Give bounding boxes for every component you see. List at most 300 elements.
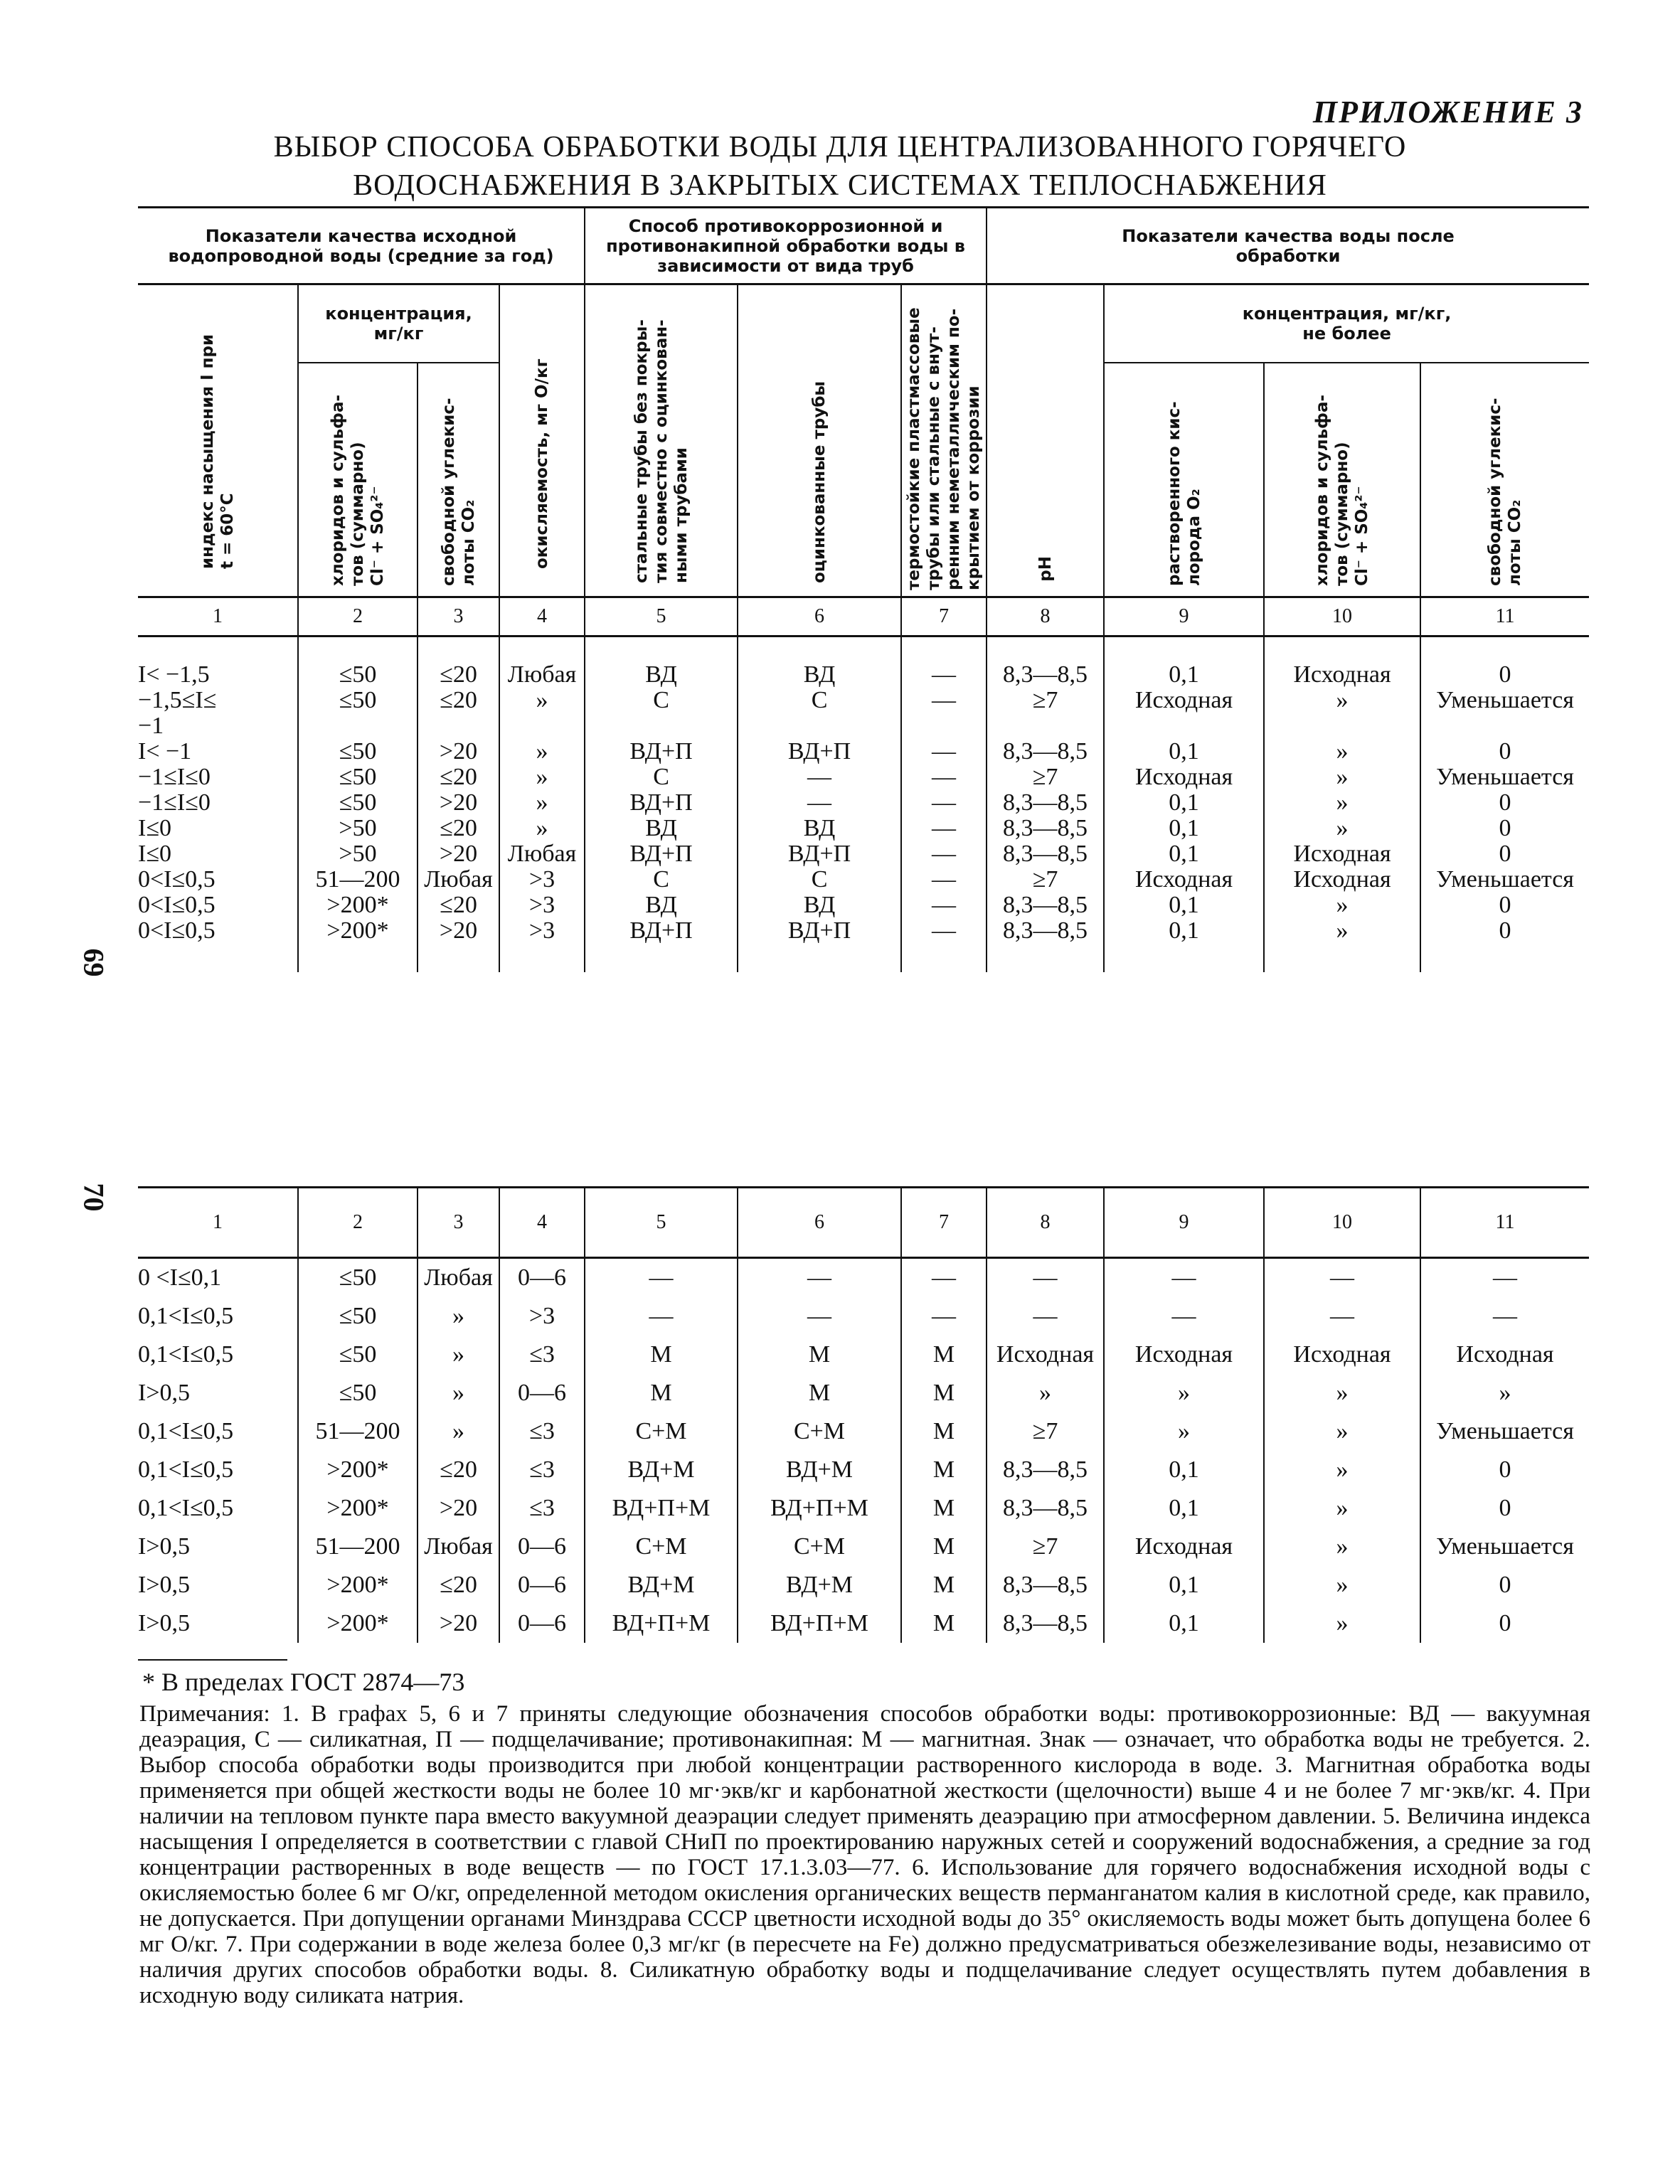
table-cell-col-4: ≤3	[499, 1451, 585, 1489]
table-cell-col-7: М	[901, 1528, 987, 1566]
appendix-label: ПРИЛОЖЕНИЕ 3	[1312, 95, 1583, 129]
header-col-7	[901, 284, 987, 597]
table-cell-col-7: —	[901, 893, 987, 918]
table-cell-col-10: »	[1264, 790, 1420, 816]
footnote-divider	[138, 1659, 287, 1661]
table-cell-col-6: М	[738, 1374, 901, 1412]
table-part-2	[138, 1186, 1589, 1643]
table-row	[138, 790, 1589, 816]
spacer-cell	[901, 636, 987, 662]
table-cell-col-2: >50	[298, 816, 418, 841]
table-cell-col-6: ВД+П+М	[738, 1489, 901, 1528]
header-col-5	[585, 284, 738, 597]
table-row	[138, 1566, 1589, 1604]
table-spacer-row	[138, 636, 1589, 662]
table-cell-col-9: 0,1	[1104, 790, 1264, 816]
table-cell-col-1: I>0,5	[138, 1610, 190, 1636]
table-cell-col-11: 0	[1420, 1566, 1589, 1604]
table-cell-col-5: ВД+М	[585, 1451, 738, 1489]
table-cell-col-4: »	[499, 739, 585, 765]
table-cell-col-4: 0—6	[499, 1604, 585, 1643]
table-cell-col-9: Исходная	[1104, 1336, 1264, 1374]
title-line-1: ВЫБОР СПОСОБА ОБРАБОТКИ ВОДЫ ДЛЯ ЦЕНТРАЛИЗОВАННОГО ГОРЯЧЕГО	[273, 131, 1407, 164]
table-cell-col-11	[1420, 713, 1589, 739]
table-cell-col-11: 0	[1420, 1451, 1589, 1489]
table-row	[138, 893, 1589, 918]
table-cell-col-1: I< −1,5	[138, 661, 210, 688]
table-cell-col-11: 0	[1420, 790, 1589, 816]
table-row	[138, 816, 1589, 841]
table-cell-col-8: —	[987, 1258, 1104, 1298]
table-cell-col-10: »	[1264, 765, 1420, 790]
header-col-6-text: оцинкованные трубы	[810, 380, 829, 583]
table-cell-col-8: Исходная	[987, 1336, 1104, 1374]
table-cell-col-3: >20	[418, 790, 499, 816]
table-cell-col-4	[499, 713, 585, 739]
table-cell-col-5: С	[585, 765, 738, 790]
table-row	[138, 765, 1589, 790]
table-cell-col-8: »	[987, 1374, 1104, 1412]
table-cell-col-3: »	[418, 1297, 499, 1336]
table-cell-col-11: 0	[1420, 816, 1589, 841]
table-cell-col-8: 8,3—8,5	[987, 739, 1104, 765]
table-row	[138, 841, 1589, 867]
table-cell-col-5: М	[585, 1336, 738, 1374]
table-cell-col-10: »	[1264, 918, 1420, 944]
table-cell-col-7: М	[901, 1374, 987, 1412]
table-cell-col-2: 51—200	[298, 1528, 418, 1566]
table-row	[138, 1489, 1589, 1528]
table-cell-col-6: ВД+М	[738, 1566, 901, 1604]
col-number: 1	[138, 597, 298, 636]
table-cell-col-9: Исходная	[1104, 867, 1264, 893]
header-group-after: Показатели качества воды после обработки	[987, 208, 1589, 284]
table-cell-col-11: Уменьшается	[1420, 765, 1589, 790]
table-cell-col-6: ВД+П+М	[738, 1604, 901, 1643]
table-cell-col-10	[1264, 713, 1420, 739]
table-cell-col-6: ВД	[738, 816, 901, 841]
table-cell-col-8: 8,3—8,5	[987, 918, 1104, 944]
col-number: 4	[499, 597, 585, 636]
table-cell-col-5	[585, 713, 738, 739]
table-cell-col-4: 0—6	[499, 1374, 585, 1412]
spacer-cell	[1420, 944, 1589, 972]
table-cell-col-4: ≤3	[499, 1336, 585, 1374]
table-cell-col-3: ≤20	[418, 816, 499, 841]
table-cell-col-3: ≤20	[418, 1566, 499, 1604]
col-number: 1	[138, 1188, 298, 1258]
table-cell-col-9: 0,1	[1104, 918, 1264, 944]
table-cell-col-5: —	[585, 1258, 738, 1298]
table-cell-col-11: Уменьшается	[1420, 1412, 1589, 1451]
table-cell-col-11: Исходная	[1420, 1336, 1589, 1374]
table-cell-col-5: ВД	[585, 893, 738, 918]
table-cell-col-7: —	[901, 918, 987, 944]
table-cell-col-2: ≤50	[298, 1336, 418, 1374]
table-cell-col-5: ВД+П	[585, 918, 738, 944]
table-cell-col-2: ≤50	[298, 790, 418, 816]
table-cell-col-8: ≥7	[987, 1528, 1104, 1566]
table-cell-col-10: »	[1264, 816, 1420, 841]
table-cell-col-10: Исходная	[1264, 1336, 1420, 1374]
table-cell-col-1: 0 <I≤0,1	[138, 1264, 222, 1291]
col-number: 3	[418, 597, 499, 636]
table-cell-col-2: ≤50	[298, 1258, 418, 1298]
table-cell-col-6: ВД	[738, 662, 901, 688]
table-cell-col-9: Исходная	[1104, 688, 1264, 713]
table-cell-col-7: —	[901, 688, 987, 713]
table-cell-col-3: Любая	[418, 1258, 499, 1298]
header-col-1-text: индекс насыщения I при t = 60°С	[198, 334, 237, 569]
table-cell-col-11: 0	[1420, 893, 1589, 918]
table-row	[138, 662, 1589, 688]
table-cell-col-6: ВД+П	[738, 918, 901, 944]
table-cell-col-8: 8,3—8,5	[987, 662, 1104, 688]
spacer-cell	[901, 944, 987, 972]
col-number: 9	[1104, 597, 1264, 636]
table-cell-col-5: С+М	[585, 1528, 738, 1566]
table-cell-col-3: »	[418, 1412, 499, 1451]
table-cell-col-9: —	[1104, 1297, 1264, 1336]
table-cell-col-10: »	[1264, 739, 1420, 765]
spacer-cell	[738, 636, 901, 662]
table-cell-col-9: 0,1	[1104, 893, 1264, 918]
header-group-source: Показатели качества исходной водопроводной воды (средние за год)	[168, 225, 554, 266]
table-cell-col-5: С+М	[585, 1412, 738, 1451]
table-cell-col-4: »	[499, 765, 585, 790]
table-cell-col-7: —	[901, 739, 987, 765]
table-cell-col-8: 8,3—8,5	[987, 893, 1104, 918]
table-cell-col-10: »	[1264, 1412, 1420, 1451]
table-cell-col-1: I>0,5	[138, 1380, 190, 1406]
table-cell-col-2: ≤50	[298, 662, 418, 688]
table-cell-col-4: >3	[499, 918, 585, 944]
table-cell-col-11: 0	[1420, 918, 1589, 944]
table-cell-col-5: ВД	[585, 816, 738, 841]
table-row	[138, 1374, 1589, 1412]
table-cell-col-1: 0<I≤0,5	[138, 865, 216, 893]
table-cell-col-7: —	[901, 662, 987, 688]
table-cell-col-5: М	[585, 1374, 738, 1412]
table-cell-col-2: >200*	[298, 893, 418, 918]
table-cell-col-6: С	[738, 867, 901, 893]
spacer-cell	[499, 636, 585, 662]
col-number: 8	[987, 597, 1104, 636]
table-cell-col-8: —	[987, 1297, 1104, 1336]
spacer-cell	[138, 944, 298, 972]
table-row	[138, 1604, 1589, 1643]
table-cell-col-7	[901, 713, 987, 739]
table-cell-col-9: —	[1104, 1258, 1264, 1298]
table-cell-col-5: ВД+П+М	[585, 1604, 738, 1643]
col-number: 11	[1420, 597, 1589, 636]
header-col-9	[1104, 363, 1264, 597]
table-cell-col-5: —	[585, 1297, 738, 1336]
col-number: 6	[738, 597, 901, 636]
table-cell-col-8	[987, 713, 1104, 739]
table-cell-col-8: ≥7	[987, 688, 1104, 713]
column-number-row	[138, 597, 1589, 636]
col-number: 8	[987, 1188, 1104, 1258]
table-cell-col-10: »	[1264, 688, 1420, 713]
col-number: 4	[499, 1188, 585, 1258]
column-number-row	[138, 1188, 1589, 1258]
table-cell-col-2: ≤50	[298, 1374, 418, 1412]
notes-paragraph: Примечания: 1. В графах 5, 6 и 7 приняты следующие обозначения способов обработки воды: противокоррозионные: ВД — вакуумная деаэрация, С — силикатная, П — подщелачивание; противонакипная: М — магнитная. Знак — означает, что обработка воды не требуется. 2. Выбор способа обработки воды производится при любой концентрации растворенного кислорода в воде. 3. Магнитная обработка воды применяется при общей жесткости воды не более 10 мг·экв/кг и карбонатной жесткости (щелочности) выше 4 и не более 7 мг·экв/кг. 4. При наличии на тепловом пункте пара вместо вакуумной деаэрации следует применять деаэрацию при атмосферном давлении. 5. Величина индекса насыщения I определяется в соответствии с главой СНиП по проектированию наружных сетей и сооружений водоснабжения, а средние за год концентрации растворенных в воде веществ — по ГОСТ 17.1.3.03—77. 6. Использование для горячего водоснабжения исходной воды с окисляемостью более 6 мг O/кг, определенной методом окисления органических веществ перманганатом калия в кислотной среде, как правило, не допускается. При допущении органами Минздрава СССР цветности исходной воды до 35° окисляемость воды может быть допущена более 6 мг O/кг. 7. При содержании в воде железа более 0,3 мг/кг (в пересчете на Fe) должно предусматриваться обезжелезивание воды, независимо от наличия других способов обработки воды. 8. Силикатную обработку воды и подщелачивание следует осуществлять путем добавления в исходную воду силиката натрия.	[139, 1701, 1590, 2008]
col-number: 6	[738, 1188, 901, 1258]
table-cell-col-11: 0	[1420, 739, 1589, 765]
table-cell-col-7: М	[901, 1451, 987, 1489]
table-part-1-body	[138, 636, 1589, 972]
table-cell-col-10: Исходная	[1264, 841, 1420, 867]
table-cell-col-6: С+М	[738, 1528, 901, 1566]
table-cell-col-8: ≥7	[987, 765, 1104, 790]
table-cell-col-3: >20	[418, 918, 499, 944]
table-cell-col-4: Любая	[499, 662, 585, 688]
col-number: 11	[1420, 1188, 1589, 1258]
table-cell-col-3: Любая	[418, 1528, 499, 1566]
table-cell-col-4: »	[499, 790, 585, 816]
table-cell-col-6: —	[738, 1258, 901, 1298]
table-cell-col-9: 0,1	[1104, 662, 1264, 688]
col-number: 5	[585, 1188, 738, 1258]
spacer-cell	[298, 944, 418, 972]
table-cell-col-7: М	[901, 1489, 987, 1528]
col-number: 9	[1104, 1188, 1264, 1258]
header-col-9-text: растворенного кис- лорода O₂	[1164, 401, 1203, 587]
table-cell-col-6: ВД+П	[738, 841, 901, 867]
table-cell-col-10: —	[1264, 1258, 1420, 1298]
table-cell-col-10: »	[1264, 1566, 1420, 1604]
table-cell-col-1: I< −1	[138, 737, 192, 765]
table-cell-col-6: ВД	[738, 893, 901, 918]
table-row	[138, 1336, 1589, 1374]
page-title	[0, 128, 1680, 205]
table-cell-col-7: —	[901, 1258, 987, 1298]
table-cell-col-4: ≤3	[499, 1412, 585, 1451]
spacer-cell	[138, 636, 298, 662]
table-cell-col-5: ВД	[585, 662, 738, 688]
table-cell-col-5: С	[585, 867, 738, 893]
spacer-cell	[1104, 636, 1264, 662]
spacer-cell	[585, 636, 738, 662]
table-cell-col-8: 8,3—8,5	[987, 1489, 1104, 1528]
table-cell-col-5: ВД+П+М	[585, 1489, 738, 1528]
header-conc-after: концентрация, мг/кг, не более	[1104, 284, 1589, 363]
table-cell-col-1: I>0,5	[138, 1533, 190, 1560]
table-cell-col-5: ВД+П	[585, 739, 738, 765]
spacer-cell	[738, 944, 901, 972]
table-cell-col-3	[418, 713, 499, 739]
table-row	[138, 867, 1589, 893]
table-cell-col-4: >3	[499, 1297, 585, 1336]
table-cell-col-3: ≤20	[418, 765, 499, 790]
table-cell-col-1: 0<I≤0,5	[138, 917, 216, 944]
table-cell-col-6: ВД+М	[738, 1451, 901, 1489]
header-col-6	[738, 284, 901, 597]
spacer-cell	[499, 944, 585, 972]
table-cell-col-2: >200*	[298, 1489, 418, 1528]
table-cell-col-2: ≤50	[298, 688, 418, 713]
table-cell-col-4: ≤3	[499, 1489, 585, 1528]
header-col-2-text: хлоридов и сульфа- тов (суммарно) Cl⁻ + SO₄²⁻	[329, 395, 387, 587]
table-cell-col-4: 0—6	[499, 1258, 585, 1298]
header-col-10	[1264, 363, 1420, 597]
header-col-3-text: свободной углекис- лоты CO₂	[439, 398, 478, 587]
table-cell-col-1: 0,1<I≤0,5	[138, 1456, 234, 1483]
table-cell-col-9: 0,1	[1104, 1489, 1264, 1528]
table-cell-col-1: I≤0	[138, 814, 171, 841]
table-row	[138, 1412, 1589, 1451]
table-cell-col-7: —	[901, 841, 987, 867]
table-cell-col-2: ≤50	[298, 765, 418, 790]
col-number: 5	[585, 597, 738, 636]
table-cell-col-7: М	[901, 1566, 987, 1604]
table-cell-col-4: >3	[499, 893, 585, 918]
table-cell-col-2: >200*	[298, 1604, 418, 1643]
header-col-8	[987, 284, 1104, 597]
table-row	[138, 713, 1589, 739]
table-cell-col-9: 0,1	[1104, 1566, 1264, 1604]
header-col-10-text: хлоридов и сульфа- тов (суммарно) Cl⁻ + SO₄²⁻	[1313, 395, 1372, 587]
table-cell-col-6	[738, 713, 901, 739]
table-cell-col-1: I≤0	[138, 840, 171, 867]
table-row	[138, 1297, 1589, 1336]
table-cell-col-11: »	[1420, 1374, 1589, 1412]
table-cell-col-6: —	[738, 790, 901, 816]
spacer-cell	[1420, 636, 1589, 662]
table-cell-col-7: —	[901, 790, 987, 816]
col-number: 3	[418, 1188, 499, 1258]
table-cell-col-1: −1≤I≤0	[138, 763, 211, 790]
table-spacer-row	[138, 944, 1589, 972]
table-cell-col-3: >20	[418, 739, 499, 765]
table-cell-col-8: 8,3—8,5	[987, 816, 1104, 841]
header-col-3	[418, 363, 499, 597]
header-conc-source: концентрация, мг/кг	[298, 284, 499, 363]
table-cell-col-11: —	[1420, 1297, 1589, 1336]
table-cell-col-2: >200*	[298, 1451, 418, 1489]
header-col-2	[298, 363, 418, 597]
spacer-cell	[298, 636, 418, 662]
col-number: 10	[1264, 1188, 1420, 1258]
table-cell-col-3: ≤20	[418, 688, 499, 713]
table-cell-col-9: 0,1	[1104, 1604, 1264, 1643]
spacer-cell	[585, 944, 738, 972]
table-cell-col-9: Исходная	[1104, 1528, 1264, 1566]
footnote: * В пределах ГОСТ 2874—73	[142, 1668, 465, 1696]
table-cell-col-10: Исходная	[1264, 867, 1420, 893]
table-cell-col-3: ≤20	[418, 1451, 499, 1489]
table-cell-col-3: »	[418, 1336, 499, 1374]
table-cell-col-11: Уменьшается	[1420, 1528, 1589, 1566]
table-cell-col-2: 51—200	[298, 867, 418, 893]
table-cell-col-11: —	[1420, 1258, 1589, 1298]
table-cell-col-3: »	[418, 1374, 499, 1412]
table-cell-col-3: >20	[418, 841, 499, 867]
table-cell-col-8: 8,3—8,5	[987, 790, 1104, 816]
table-cell-col-6: М	[738, 1336, 901, 1374]
table-part-1	[138, 206, 1589, 972]
table-cell-col-4: »	[499, 688, 585, 713]
table-cell-col-4: 0—6	[499, 1528, 585, 1566]
header-col-11	[1420, 363, 1589, 597]
table-cell-col-2: >50	[298, 841, 418, 867]
table-cell-col-7: —	[901, 765, 987, 790]
table-cell-col-11: Уменьшается	[1420, 688, 1589, 713]
spacer-cell	[987, 636, 1104, 662]
table-cell-col-9: »	[1104, 1412, 1264, 1451]
table-cell-col-6: С+М	[738, 1412, 901, 1451]
table-cell-col-10: »	[1264, 1374, 1420, 1412]
table-cell-col-1: 0<I≤0,5	[138, 891, 216, 918]
table-cell-col-10: »	[1264, 1604, 1420, 1643]
table-cell-col-11: 0	[1420, 841, 1589, 867]
header-col-5-text: стальные трубы без покры- тия совместно с оцинкован- ными трубами	[632, 319, 691, 583]
table-cell-col-5: ВД+П	[585, 841, 738, 867]
table-cell-col-5: ВД+М	[585, 1566, 738, 1604]
table-cell-col-9: 0,1	[1104, 1451, 1264, 1489]
table-cell-col-3: Любая	[418, 867, 499, 893]
table-cell-col-7: М	[901, 1604, 987, 1643]
page-number-70: 70	[78, 1183, 110, 1212]
table-row	[138, 1528, 1589, 1566]
spacer-cell	[1264, 636, 1420, 662]
col-number: 2	[298, 1188, 418, 1258]
title-line-2: ВОДОСНАБЖЕНИЯ В ЗАКРЫТЫХ СИСТЕМАХ ТЕПЛОСНАБЖЕНИЯ	[353, 169, 1327, 202]
table-cell-col-8: 8,3—8,5	[987, 1451, 1104, 1489]
table-cell-col-1: I>0,5	[138, 1572, 190, 1598]
table-cell-col-3: >20	[418, 1604, 499, 1643]
spacer-cell	[418, 944, 499, 972]
spacer-cell	[987, 944, 1104, 972]
table-cell-col-9: »	[1104, 1374, 1264, 1412]
table-cell-col-8: 8,3—8,5	[987, 1604, 1104, 1643]
table-cell-col-4: »	[499, 816, 585, 841]
table-cell-col-8: 8,3—8,5	[987, 1566, 1104, 1604]
table-row	[138, 1258, 1589, 1298]
table-cell-col-5: ВД+П	[585, 790, 738, 816]
table-cell-col-3: ≤20	[418, 893, 499, 918]
table-cell-col-8: 8,3—8,5	[987, 841, 1104, 867]
table-cell-col-3: >20	[418, 1489, 499, 1528]
header-col-11-text: свободной углекис- лоты CO₂	[1486, 398, 1525, 587]
table-cell-col-2: >200*	[298, 918, 418, 944]
table-cell-col-1: −1≤I≤0	[138, 789, 211, 816]
col-number: 2	[298, 597, 418, 636]
header-col-1	[138, 284, 298, 597]
table-cell-col-9: 0,1	[1104, 739, 1264, 765]
table-cell-col-10: »	[1264, 1451, 1420, 1489]
table-cell-col-2	[298, 713, 418, 739]
table-row	[138, 739, 1589, 765]
table-cell-col-10: Исходная	[1264, 662, 1420, 688]
spacer-cell	[418, 636, 499, 662]
table-cell-col-2: >200*	[298, 1566, 418, 1604]
table-cell-col-6: С	[738, 688, 901, 713]
table-cell-col-10: »	[1264, 1489, 1420, 1528]
header-col-8-text: pH	[1036, 556, 1055, 582]
table-cell-col-2: 51—200	[298, 1412, 418, 1451]
table-cell-col-1: 0,1<I≤0,5	[138, 1495, 234, 1521]
table-cell-col-11: 0	[1420, 1604, 1589, 1643]
table-cell-col-9	[1104, 713, 1264, 739]
table-row	[138, 918, 1589, 944]
table-cell-col-4: >3	[499, 867, 585, 893]
table-cell-col-10: »	[1264, 893, 1420, 918]
table-cell-col-11: 0	[1420, 1489, 1589, 1528]
table-cell-col-4: 0—6	[499, 1566, 585, 1604]
